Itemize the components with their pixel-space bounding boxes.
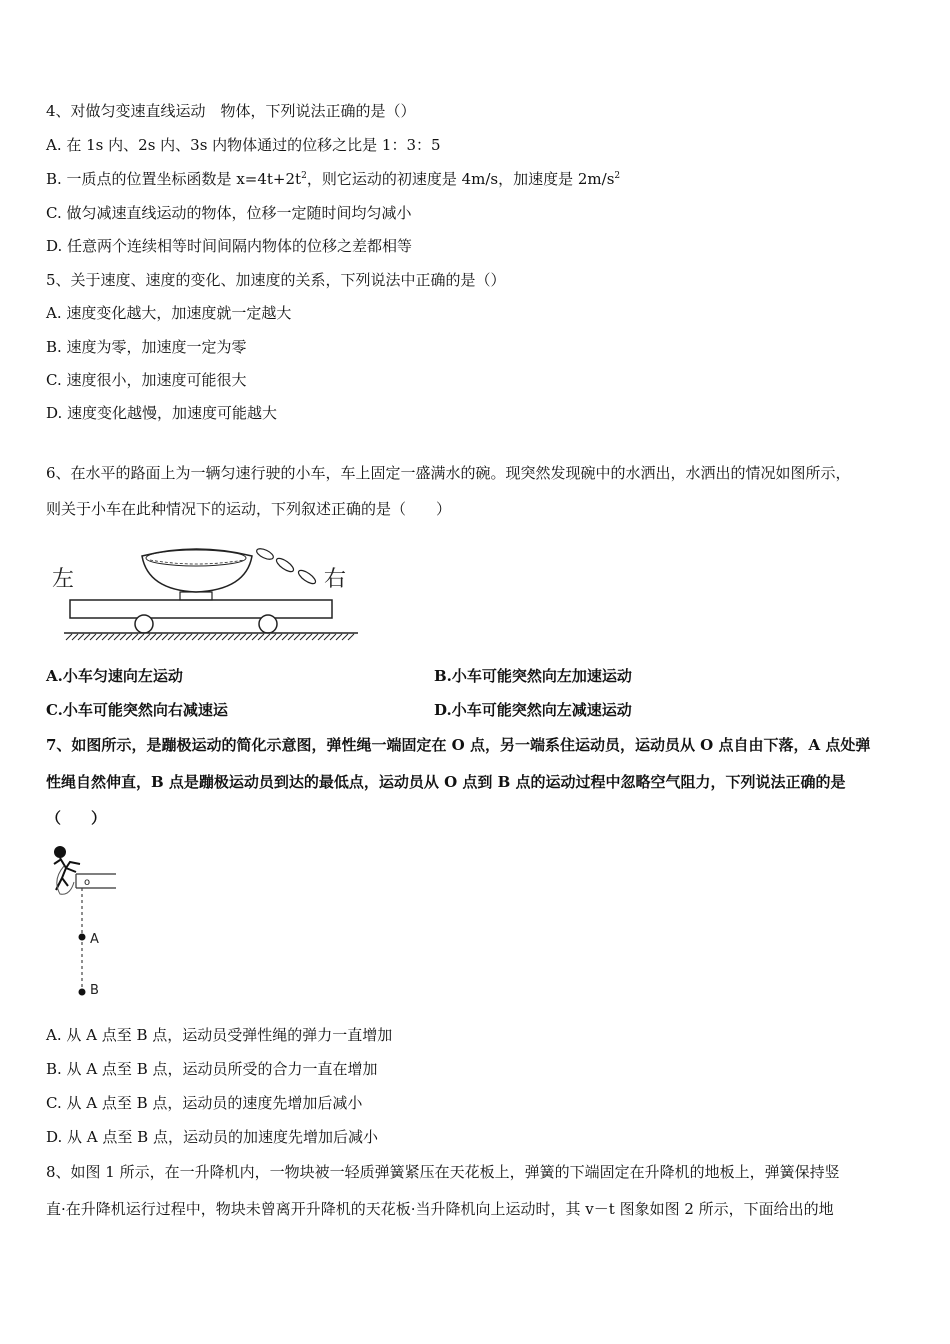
water-drop bbox=[297, 568, 318, 586]
q4-option-b-sup: 2 bbox=[301, 171, 307, 181]
bowl bbox=[142, 549, 252, 592]
q8-stem-line1: 8、如图 1 所示，在一升降机内，一物块被一轻质弹簧紧压在天花板上，弹簧的下端固定在升降机的地板上，弹簧保持竖 bbox=[46, 1163, 840, 1181]
cart-body bbox=[70, 600, 332, 618]
q5-option-b: B. 速度为零，加速度一定为零 bbox=[46, 338, 247, 356]
q4-option-a: A. 在 1s 内、2s 内、3s 内物体通过的位移之比是 1：3：5 bbox=[46, 136, 441, 154]
q4-option-b-prefix: B. 一质点的位置坐标函数是 x=4t+2t bbox=[46, 170, 302, 188]
cart-wheel bbox=[135, 615, 153, 633]
label-right: 右 bbox=[324, 567, 347, 592]
q5-option-c: C. 速度很小，加速度可能很大 bbox=[46, 371, 247, 389]
label-b: B bbox=[90, 983, 99, 998]
q7-bungee-figure bbox=[46, 840, 126, 1002]
q6-option-d: D.小车可能突然向左减速运动 bbox=[434, 701, 632, 719]
point-a bbox=[79, 934, 86, 941]
water-drop bbox=[275, 556, 296, 574]
label-left: 左 bbox=[52, 567, 75, 592]
q6-option-b: B.小车可能突然向左加速运动 bbox=[434, 667, 632, 685]
q6-stem-line2: 则关于小车在此种情况下的运动，下列叙述正确的是（ ） bbox=[46, 500, 452, 518]
q6-stem-line1: 6、在水平的路面上为一辆匀速行驶的小车，车上固定一盛满水的碗。现突然发现碗中的水洒出，水洒出的情况如图所示， bbox=[46, 464, 851, 482]
label-o: o bbox=[84, 877, 91, 888]
water-drop bbox=[255, 547, 275, 562]
q7-stem-line2: 性绳自然伸直，B 点是蹦极运动员到达的最低点，运动员从 O 点到 B 点的运动过程中忽略空气阻力，下列说法正确的是 bbox=[46, 773, 846, 791]
bowl-foot bbox=[180, 592, 212, 600]
q4-option-b-sup2: 2 bbox=[614, 171, 621, 181]
q6-option-a: A.小车匀速向左运动 bbox=[46, 667, 183, 685]
ground-hatching bbox=[66, 634, 354, 640]
cart-wheel bbox=[259, 615, 277, 633]
jumper-head bbox=[54, 846, 66, 858]
q5-option-d: D. 速度变化越慢，加速度可能越大 bbox=[46, 404, 278, 422]
q5-option-a: A. 速度变化越大，加速度就一定越大 bbox=[46, 304, 292, 322]
q4-option-b-mid: ，则它运动的初速度是 4m/s，加速度是 2m/s bbox=[306, 170, 615, 188]
q7-stem-line3: （ ） bbox=[46, 809, 107, 827]
q7-stem-line1: 7、如图所示，是蹦极运动的简化示意图，弹性绳一端固定在 O 点，另一端系住运动员，运动员从 O 点自由下落，A 点处弹 bbox=[46, 736, 871, 754]
label-a: A bbox=[90, 932, 99, 947]
q8-stem-line2: 直·在升降机运行过程中，物块未曾离开升降机的天花板·当升降机向上运动时，其 v－t 图象如图 2 所示，下面给出的地 bbox=[46, 1200, 834, 1218]
q6-option-c: C.小车可能突然向右减速运 bbox=[46, 701, 228, 719]
q7-option-d: D. 从 A 点至 B 点，运动员的加速度先增加后减小 bbox=[46, 1128, 378, 1146]
q7-option-c: C. 从 A 点至 B 点，运动员的速度先增加后减小 bbox=[46, 1094, 363, 1112]
q4-option-b bbox=[46, 169, 620, 189]
point-b bbox=[79, 989, 86, 996]
q6-cart-figure bbox=[46, 538, 366, 644]
q4-stem: 4、对做匀变速直线运动 物体，下列说法正确的是（） bbox=[46, 102, 416, 120]
q5-stem: 5、关于速度、速度的变化、加速度的关系，下列说法中正确的是（） bbox=[46, 271, 506, 289]
q4-option-d: D. 任意两个连续相等时间间隔内物体的位移之差都相等 bbox=[46, 237, 413, 255]
q7-option-b: B. 从 A 点至 B 点，运动员所受的合力一直在增加 bbox=[46, 1060, 378, 1078]
q7-option-a: A. 从 A 点至 B 点，运动员受弹性绳的弹力一直增加 bbox=[46, 1026, 393, 1044]
q4-option-c: C. 做匀减速直线运动的物体，位移一定随时间均匀减小 bbox=[46, 204, 412, 222]
